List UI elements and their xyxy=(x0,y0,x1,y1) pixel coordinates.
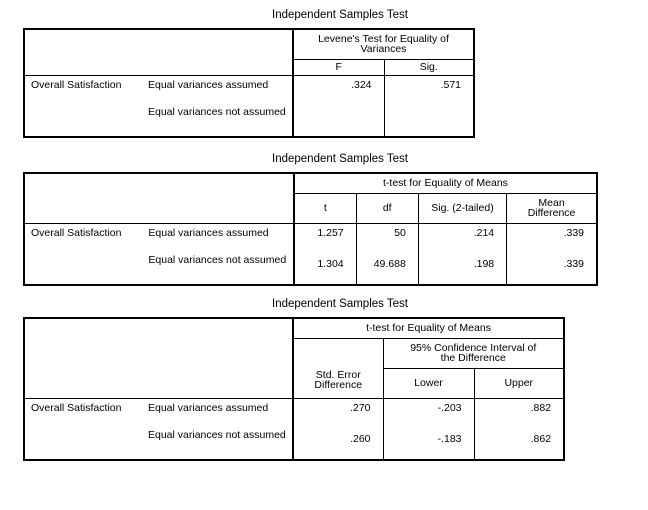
col-header-f: F xyxy=(293,59,384,75)
table-3-title: Independent Samples Test xyxy=(272,298,408,310)
table-1-title: Independent Samples Test xyxy=(272,9,408,21)
col-header-df: df xyxy=(356,193,418,223)
row-label-assumed: Equal variances assumed xyxy=(148,401,269,414)
col-header-std-error-difference: Std. Error Difference xyxy=(293,338,383,398)
row-label-not-assumed: Equal variances not assumed xyxy=(148,107,286,118)
col-header-upper: Upper xyxy=(474,368,564,398)
row-label-not-assumed: Equal variances not assumed xyxy=(148,430,286,441)
table-cell: 1.257 xyxy=(294,223,356,255)
table-cell: .270 xyxy=(293,398,383,430)
table-cell: -.203 xyxy=(383,398,474,430)
table-cell: .862 xyxy=(474,430,564,460)
col-header-mean-difference: Mean Difference xyxy=(507,193,597,223)
corner-cell xyxy=(24,29,293,75)
table-cell xyxy=(293,107,384,137)
table-cell xyxy=(384,107,474,137)
table-cell: .882 xyxy=(474,398,564,430)
table-cell: 1.304 xyxy=(294,255,356,285)
row-label-assumed: Equal variances assumed xyxy=(148,78,269,91)
table-cell: .214 xyxy=(418,223,506,255)
table-cell: .339 xyxy=(507,223,597,255)
ttest-group-header: t-test for Equality of Means xyxy=(293,318,564,338)
table-cell: 49.688 xyxy=(356,255,418,285)
table-cell: .324 xyxy=(293,75,384,107)
ci-group-header: 95% Confidence Interval of the Difference xyxy=(383,338,564,368)
table-cell: .339 xyxy=(507,255,597,285)
levene-group-header: Levene's Test for Equality of Variances xyxy=(293,29,474,59)
col-header-t: t xyxy=(294,193,356,223)
row-label-not-assumed: Equal variances not assumed xyxy=(148,255,287,266)
ttest-group-header: t-test for Equality of Means xyxy=(294,173,597,193)
variable-label: Overall Satisfaction xyxy=(31,226,122,239)
t-test-means-table xyxy=(23,172,598,286)
table-2-title: Independent Samples Test xyxy=(272,153,408,165)
variable-label: Overall Satisfaction xyxy=(31,78,122,91)
table-cell: .260 xyxy=(293,430,383,460)
table-cell: 50 xyxy=(356,223,418,255)
confidence-interval-table xyxy=(23,317,565,461)
col-header-sig: Sig. xyxy=(384,59,474,75)
variable-label: Overall Satisfaction xyxy=(31,401,122,414)
table-cell: -.183 xyxy=(383,430,474,460)
corner-cell xyxy=(24,318,293,398)
corner-cell xyxy=(24,173,294,223)
table-cell: .571 xyxy=(384,75,474,107)
row-label-assumed: Equal variances assumed xyxy=(148,226,269,239)
table-cell: .198 xyxy=(418,255,506,285)
col-header-lower: Lower xyxy=(383,368,474,398)
levene-test-table xyxy=(23,28,475,138)
col-header-sig-2-tailed: Sig. (2-tailed) xyxy=(418,193,506,223)
